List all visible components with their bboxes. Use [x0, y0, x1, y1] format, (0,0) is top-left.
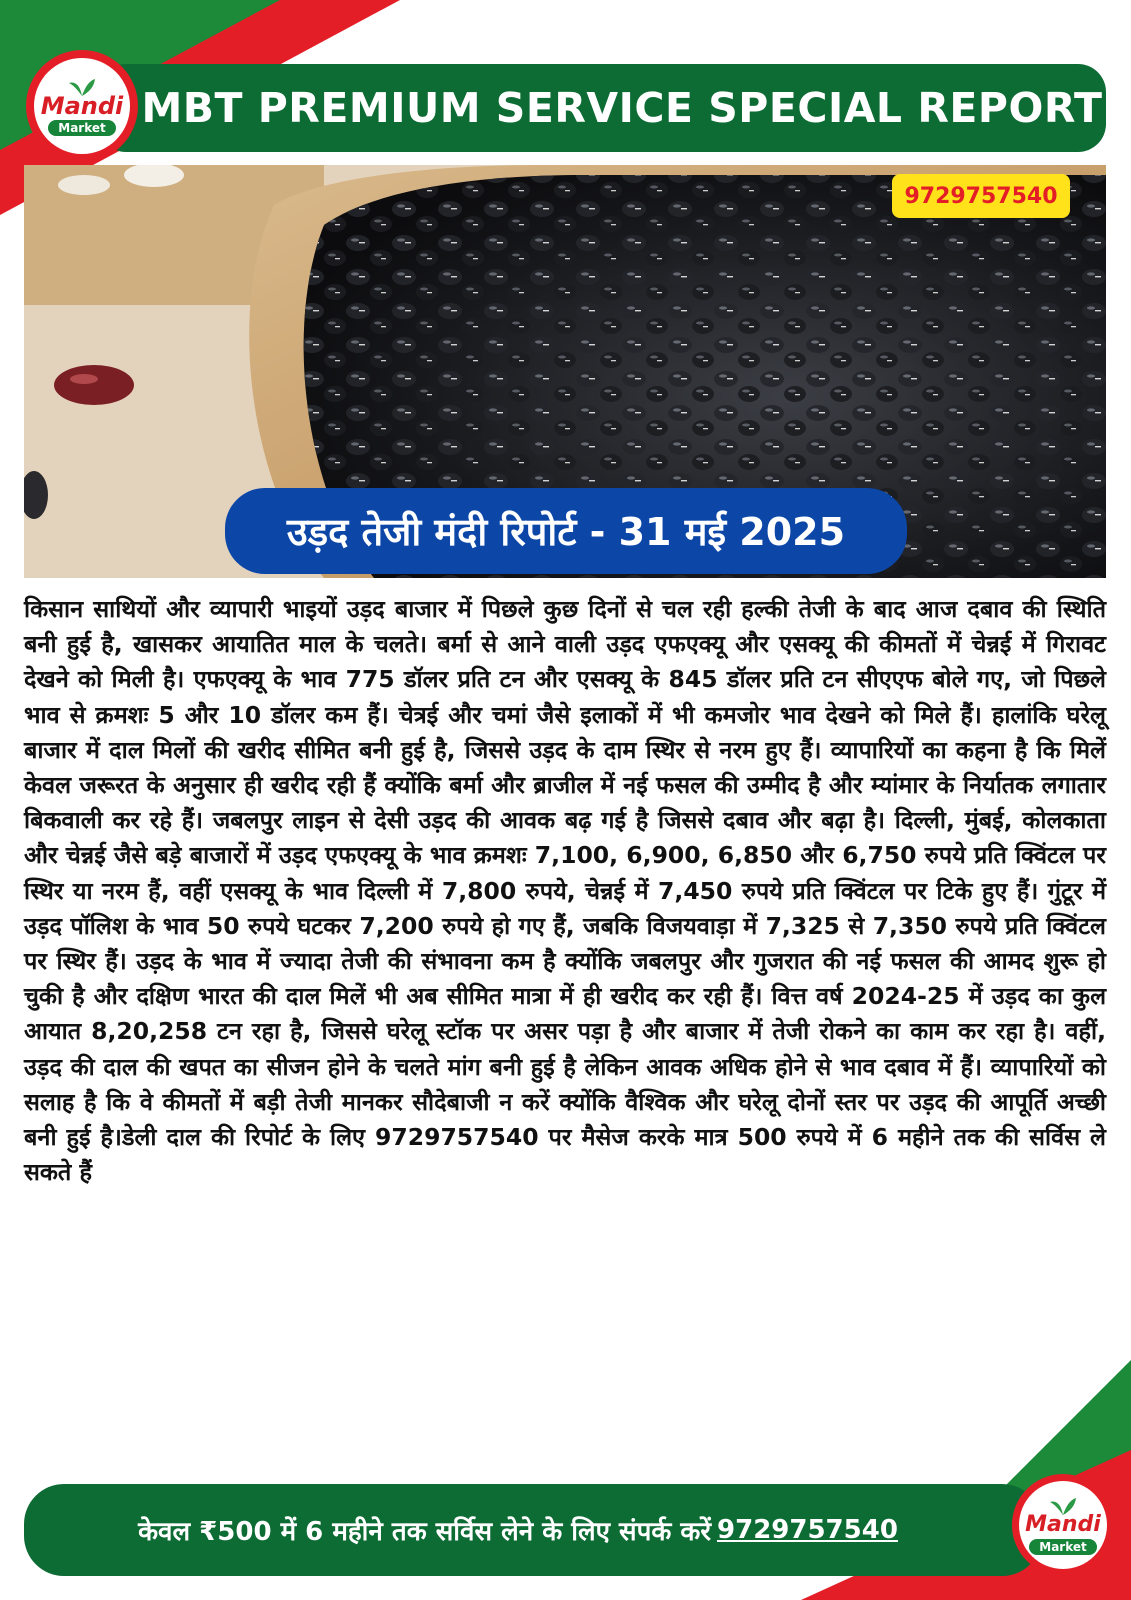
footer-phone-link[interactable]: 9729757540 [717, 1515, 898, 1545]
page-title: MBT PREMIUM SERVICE SPECIAL REPORT [141, 84, 1103, 132]
mandi-market-logo-bottom [1012, 1474, 1114, 1576]
logo-word: Mandi [1025, 1511, 1101, 1537]
logo-word: Mandi [40, 91, 124, 120]
logo-tag: Market [48, 120, 116, 136]
header-banner [98, 64, 1106, 152]
logo-tag: Market [1029, 1539, 1097, 1555]
article-body: किसान साथियों और व्यापारी भाइयों उड़द बाजार में पिछले कुछ दिनों से चल रही हल्की तेजी के बाद आज दबाव की स्थिति बनी हुई है, खासकर आयातित माल के चलते। बर्मा से आने वाली उड़द एफएक्यू और एसक्यू की कीमतों में चेन्नई में गिरावट देखने को मिली है। एफएक्यू के भाव 775 डॉलर प्रति टन और एसक्यू के 845 डॉलर प्रति टन सीएएफ बोले गए, जो पिछले भाव से क्रमशः 5 और 10 डॉलर कम हैं। चेत्रई और चमां जैसे इलाकों में भी कमजोर भाव देखने को मिले हैं। हालांकि घरेलू बाजार में दाल मिलों की खरीद सीमित बनी हुई है, जिससे उड़द के दाम स्थिर से नरम हुए हैं। व्यापारियों का कहना है कि मिलें केवल जरूरत के अनुसार ही खरीद रही हैं क्योंकि बर्मा और ब्राजील में नई फसल की उम्मीद है और म्यांमार के निर्यातक लगातार बिकवाली कर रहे हैं। जबलपुर लाइन से देसी उड़द की आवक बढ़ गई है जिससे दबाव और बढ़ा है। दिल्ली, मुंबई, कोलकाता और चेन्नई जैसे बड़े बाजारों में उड़द एफएक्यू के भाव क्रमशः 7,100, 6,900, 6,850 और 6,750 रुपये प्रति क्विंटल पर स्थिर या नरम हैं, वहीं एसक्यू के भाव दिल्ली में 7,800 रुपये, चेन्नई में 7,450 रुपये प्रति क्विंटल पर टिके हुए हैं। गुंटूर में उड़द पॉलिश के भाव 50 रुपये घटकर 7,200 रुपये हो गए हैं, जबकि विजयवाड़ा में 7,325 से 7,350 रुपये प्रति क्विंटल पर स्थिर हैं। उड़द के भाव में ज्यादा तेजी की संभावना कम है क्योंकि जबलपुर और गुजरात की नई फसल की आमद शुरू हो चुकी है और दक्षिण भारत की दाल मिलें भी अब सीमित मात्रा में ही खरीद कर रही हैं। वित्त वर्ष 2024-25 में उड़द का कुल आयात 8,20,258 टन रहा है, जिससे घरेलू स्टॉक पर असर पड़ा है और बाजार में तेजी रोकने का काम कर रहा है। वहीं, उड़द की दाल की खपत का सीजन होने के चलते मांग बनी हुई है लेकिन आवक अधिक होने से भाव दबाव में हैं। व्यापारियों को सलाह है कि वे कीमतों में बड़ी तेजी मानकर सौदेबाजी न करें क्योंकि वैश्विक और घरेलू दोनों स्तर पर उड़द की आपूर्ति अच्छी बनी हुई है।डेली दाल की रिपोर्ट के लिए 9729757540 पर मैसेज करके मात्र 500 रुपये में 6 महीने तक की सर्विस ले सकते हैं [24, 595, 1106, 1187]
footer-cta-banner[interactable] [24, 1484, 1042, 1576]
footer-cta-text: केवल ₹500 में 6 महीने तक सर्विस लेने के लिए संपर्क करें [138, 1517, 712, 1547]
phone-badge[interactable]: 9729757540 [892, 174, 1070, 218]
report-title-pill: उड़द तेजी मंदी रिपोर्ट - 31 मई 2025 [225, 488, 907, 574]
mandi-market-logo [26, 50, 138, 162]
